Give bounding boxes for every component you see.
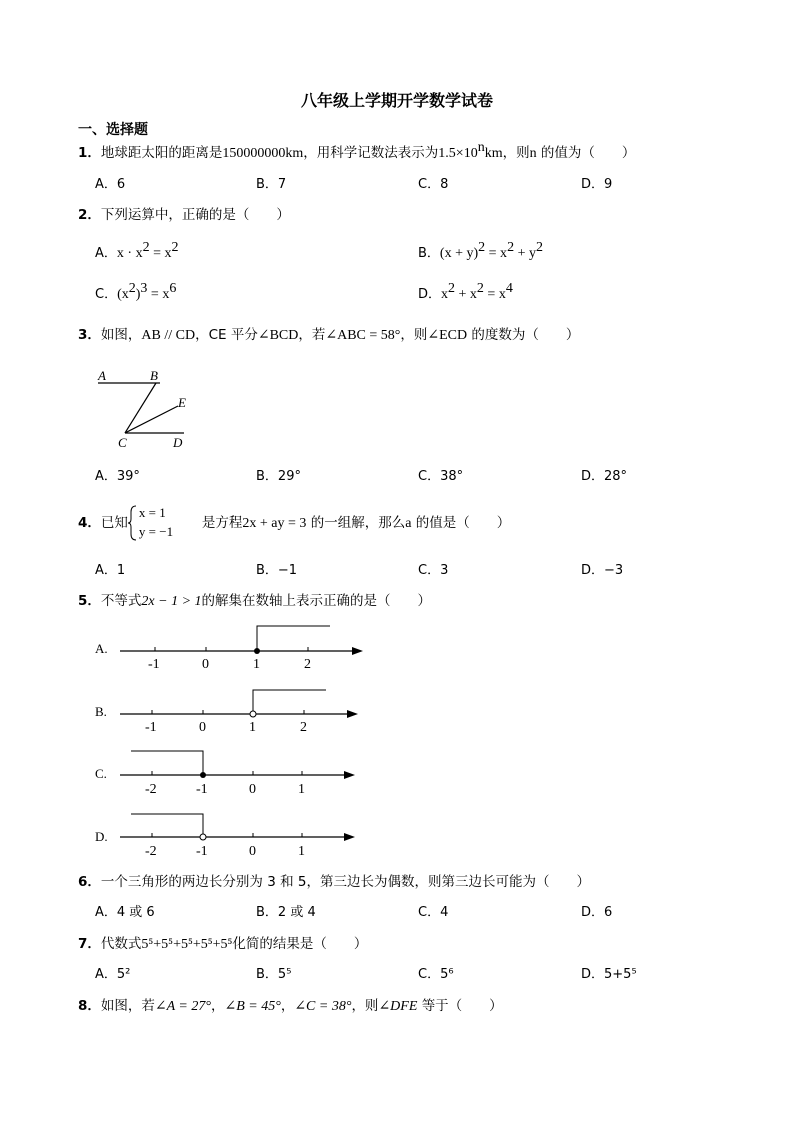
question-text: 已知	[100, 515, 128, 531]
math-superscript: 4	[505, 281, 513, 296]
question-text: ，则	[502, 145, 530, 161]
tick-label: -1	[196, 844, 208, 859]
solid-point	[200, 772, 206, 778]
tick-label: 1	[249, 720, 256, 735]
option-c: C．3	[418, 563, 449, 578]
tick-label: -1	[148, 657, 160, 672]
option-label: C．	[95, 287, 118, 302]
number-line-b	[90, 683, 380, 738]
option-a: A．39°	[95, 469, 140, 484]
question-4	[78, 504, 510, 543]
math-expression: + x	[455, 287, 477, 302]
option-d: D．−3	[581, 563, 624, 578]
number-line-c	[90, 745, 380, 800]
math-expression: 1.5×10	[438, 146, 478, 161]
question-6	[78, 873, 590, 891]
option-label: A.	[95, 641, 108, 656]
option-c	[95, 281, 177, 304]
question-number: 6．	[78, 874, 101, 890]
point-label: E	[178, 395, 186, 410]
question-text: 一个三角形的两边长分别为 3 和 5，第三边长为偶数，则第三边长可能为（ ）	[100, 874, 590, 890]
question-text: 地球距太阳的距离是	[100, 145, 223, 161]
option-label: D.	[95, 829, 108, 844]
equation-system	[128, 504, 202, 542]
math-expression: 2x + ay = 3	[242, 516, 307, 531]
question-text: ，用科学记数法表示为	[303, 145, 439, 161]
math-expression: = x	[485, 246, 508, 261]
tick-label: 0	[202, 657, 209, 672]
equation-line: x = 1	[138, 505, 166, 520]
tick-label: 1	[253, 657, 260, 672]
question-text: 是方程	[201, 515, 243, 531]
tick-label: -2	[145, 844, 157, 859]
question-text: ，	[280, 998, 295, 1014]
option-d: D．9	[581, 177, 613, 192]
option-c: C．38°	[418, 469, 464, 484]
math-superscript: 6	[169, 281, 177, 296]
math-expression: 5⁵+5⁵+5⁵+5⁵+5⁵	[141, 937, 233, 952]
math-expression: ∠C = 38°	[294, 999, 352, 1014]
question-5	[78, 592, 431, 611]
option-c: C．8	[418, 177, 449, 192]
question-text: 化简的结果是（ ）	[232, 936, 368, 952]
question-text: ，CE 平分	[195, 327, 258, 343]
question-text: 如图，若	[100, 998, 155, 1014]
math-superscript: 2	[535, 240, 543, 255]
math-expression: = x	[149, 246, 172, 261]
math-superscript: 2	[478, 240, 486, 255]
tick-label: 1	[298, 844, 305, 859]
question-text: 的值是（ ）	[415, 515, 511, 531]
tick-label: -1	[196, 782, 208, 797]
option-a: A．4 或 6	[95, 905, 155, 920]
question-2	[78, 206, 290, 224]
hollow-point	[250, 711, 256, 717]
question-8	[78, 997, 503, 1016]
math-expression: 150000000km	[222, 146, 304, 161]
option-a: A．5²	[95, 967, 131, 982]
option-a: A．6	[95, 177, 126, 192]
question-number: 1．	[78, 145, 101, 161]
math-expression: ∠B = 45°	[224, 999, 281, 1014]
option-b: B．2 或 4	[256, 905, 316, 920]
option-d: D．6	[581, 905, 613, 920]
tick-label: -1	[145, 720, 157, 735]
question-text: 如图，	[100, 327, 142, 343]
point-label: C	[118, 435, 127, 450]
section-heading: 一、选择题	[78, 122, 148, 138]
math-superscript: 2	[476, 281, 484, 296]
equation-line: y = −1	[138, 524, 174, 539]
math-superscript: 2	[171, 240, 179, 255]
math-expression: ∠ECD	[427, 328, 468, 343]
question-text: 代数式	[100, 936, 142, 952]
question-text: 的值为（ ）	[540, 145, 636, 161]
option-d: D．28°	[581, 469, 628, 484]
option-a	[95, 240, 179, 263]
math-expression: 2x − 1 > 1	[141, 594, 202, 609]
question-1	[78, 140, 636, 163]
math-superscript: 2	[507, 240, 515, 255]
number-line-d	[90, 808, 380, 863]
math-expression: x	[441, 287, 449, 302]
question-number: 4．	[78, 515, 101, 531]
question-text: ，则	[351, 998, 379, 1014]
math-expression: = x	[483, 287, 506, 302]
math-superscript: 2	[128, 281, 136, 296]
math-expression: + y	[514, 246, 536, 261]
solid-point	[254, 648, 260, 654]
option-label: B.	[95, 704, 107, 719]
math-expression: (x + y)	[439, 246, 479, 261]
math-expression: a	[405, 516, 412, 531]
option-label: D．	[418, 287, 442, 302]
math-expression: ∠A = 27°	[154, 999, 211, 1014]
math-expression: x · x	[116, 246, 143, 261]
option-d: D．5+5⁵	[581, 967, 637, 982]
point-label: A	[98, 368, 106, 383]
option-b: B．29°	[256, 469, 301, 484]
option-b: B．7	[256, 177, 287, 192]
question-3	[78, 326, 579, 345]
option-a: A．1	[95, 563, 126, 578]
brace-icon	[128, 504, 138, 542]
math-expression: ∠DFE	[378, 999, 418, 1014]
question-7	[78, 935, 367, 954]
math-superscript: 2	[448, 281, 456, 296]
question-text: 等于（ ）	[421, 998, 503, 1014]
question-number: 8．	[78, 998, 101, 1014]
tick-label: 2	[300, 720, 307, 735]
point-label: D	[173, 435, 183, 450]
question-number: 3．	[78, 327, 101, 343]
math-expression: AB // CD	[141, 328, 196, 343]
question-number: 2．	[78, 207, 101, 223]
math-expression: ∠ABC = 58°	[325, 328, 401, 343]
point-label: B	[150, 368, 158, 383]
math-expression: ∠BCD	[257, 328, 299, 343]
question-number: 7．	[78, 936, 101, 952]
option-label: B．	[418, 246, 440, 261]
question-text: 不等式	[100, 593, 142, 609]
hollow-point	[200, 834, 206, 840]
number-line-a	[90, 620, 380, 675]
math-expression: )	[135, 287, 141, 302]
question-text: 的度数为（ ）	[471, 327, 580, 343]
tick-label: 0	[249, 844, 256, 859]
question-text: 下列运算中，正确的是（ ）	[100, 207, 290, 223]
tick-label: 2	[304, 657, 311, 672]
page-title: 八年级上学期开学数学试卷	[300, 91, 493, 110]
question-text: ，	[210, 998, 225, 1014]
math-superscript: 2	[142, 240, 150, 255]
math-superscript: 3	[140, 281, 148, 296]
question-text: ，则	[400, 327, 428, 343]
parallel-lines-figure	[90, 365, 200, 455]
tick-label: -2	[145, 782, 157, 797]
question-text: 的一组解，那么	[310, 515, 406, 531]
option-b	[418, 240, 543, 263]
option-b: B．5⁵	[256, 967, 292, 982]
tick-label: 1	[298, 782, 305, 797]
math-expression: km	[484, 146, 503, 161]
option-c: C．5⁶	[418, 967, 454, 982]
option-label: C.	[95, 766, 107, 781]
math-expression: = x	[147, 287, 170, 302]
math-expression: n	[529, 146, 537, 161]
math-expression: (x	[117, 287, 129, 302]
option-label: A．	[95, 246, 117, 261]
option-d	[418, 281, 513, 304]
question-number: 5．	[78, 593, 101, 609]
option-b: B．−1	[256, 563, 298, 578]
question-text: 的解集在数轴上表示正确的是（ ）	[201, 593, 432, 609]
option-c: C．4	[418, 905, 449, 920]
question-text: ，若	[298, 327, 326, 343]
tick-label: 0	[249, 782, 256, 797]
math-superscript: n	[477, 140, 485, 155]
tick-label: 0	[199, 720, 206, 735]
